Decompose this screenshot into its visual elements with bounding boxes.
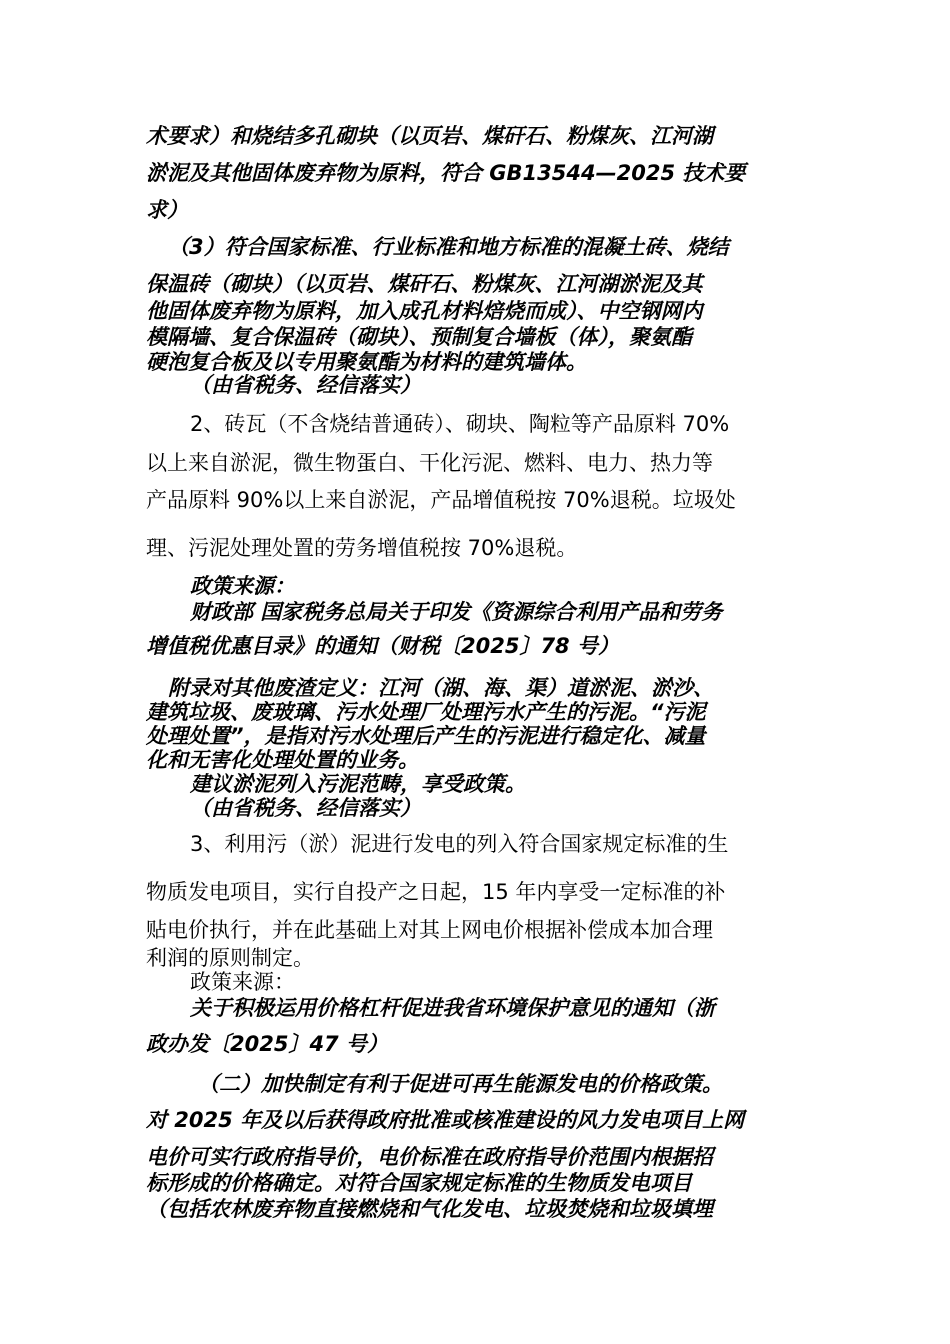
text-line: （由省税务、经信落实） xyxy=(190,796,421,820)
text-line: 建议淤泥列入污泥范畴，享受政策。 xyxy=(190,772,526,796)
text-line: 化和无害化处理处置的业务。 xyxy=(146,748,419,772)
text-line: 贴电价执行，并在此基础上对其上网电价根据补偿成本加合理 xyxy=(146,918,713,942)
text-line: （二）加快制定有利于促进可再生能源发电的价格政策。 xyxy=(198,1072,723,1096)
text-line: 保温砖（砌块）（以页岩、煤矸石、粉煤灰、江河湖淤泥及其 xyxy=(146,272,703,296)
text-line: 建筑垃圾、废玻璃、污水处理厂处理污水产生的污泥。“污泥 xyxy=(146,700,706,724)
text-line: 关于积极运用价格杠杆促进我省环境保护意见的通知（浙 xyxy=(190,996,715,1020)
text-line: 术要求）和烧结多孔砌块（以页岩、煤矸石、粉煤灰、江河湖 xyxy=(146,124,713,148)
text-line: 求） xyxy=(146,198,188,222)
text-line: 财政部 国家税务总局关于印发《资源综合利用产品和劳务 xyxy=(190,600,723,624)
text-line: 他固体废弃物为原料，加入成孔材料焙烧而成）、中空钢网内 xyxy=(146,299,703,323)
text-line: 以上来自淤泥，微生物蛋白、干化污泥、燃料、电力、热力等 xyxy=(146,451,713,475)
text-line: 2、砖瓦（不含烧结普通砖）、砌块、陶粒等产品原料 70% xyxy=(190,412,730,436)
text-line: 产品原料 90%以上来自淤泥，产品增值税按 70%退税。垃圾处 xyxy=(146,488,736,512)
text-line: 政策来源： xyxy=(190,970,295,994)
text-line: 利润的原则制定。 xyxy=(146,946,314,970)
text-line: 增值税优惠目录》的通知（财税〔2025〕78 号） xyxy=(146,634,619,658)
text-line: 政策来源： xyxy=(190,574,295,598)
text-line: （包括农林废弃物直接燃烧和气化发电、垃圾焚烧和垃圾填埋 xyxy=(146,1197,713,1221)
text-line: 理、污泥处理处置的劳务增值税按 70%退税。 xyxy=(146,536,578,560)
text-line: 政办发〔2025〕47 号） xyxy=(146,1032,388,1056)
text-line: 淤泥及其他固体废弃物为原料，符合 GB13544—2025 技术要 xyxy=(146,161,746,185)
text-line: 对 2025 年及以后获得政府批准或核准建设的风力发电项目上网 xyxy=(146,1108,745,1132)
text-line: 标形成的价格确定。对符合国家规定标准的生物质发电项目 xyxy=(146,1171,692,1195)
text-line: 硬泡复合板及以专用聚氨酯为材料的建筑墙体。 xyxy=(146,350,587,374)
text-line: （由省税务、经信落实） xyxy=(190,373,421,397)
text-line: 处理处置”，是指对污水处理后产生的污泥进行稳定化、减量 xyxy=(146,724,706,748)
text-line: 电价可实行政府指导价，电价标准在政府指导价范围内根据招 xyxy=(146,1145,713,1169)
text-line: 3、利用污（淤）泥进行发电的列入符合国家规定标准的生 xyxy=(190,832,729,856)
text-line: 模隔墙、复合保温砖（砌块）、预制复合墙板（体），聚氨酯 xyxy=(146,325,692,349)
text-line: 物质发电项目，实行自投产之日起，15 年内享受一定标准的补 xyxy=(146,880,726,904)
text-line: （3）符合国家标准、行业标准和地方标准的混凝土砖、烧结 xyxy=(168,235,729,259)
text-line: 附录对其他废渣定义：江河（湖、海、渠）道淤泥、淤沙、 xyxy=(168,676,714,700)
